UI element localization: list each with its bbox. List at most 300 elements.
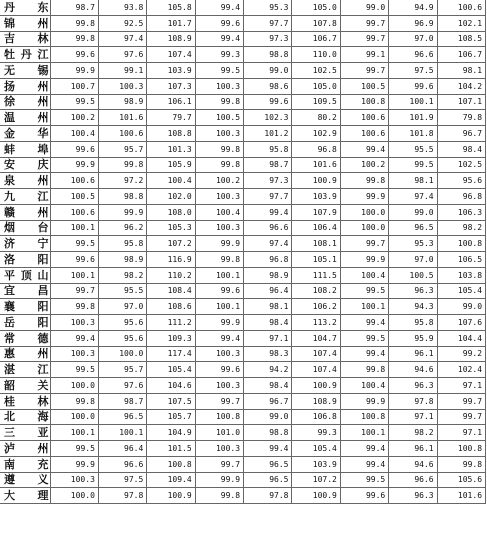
- index-value-cell: 96.4: [98, 441, 146, 457]
- index-value-cell: 96.3: [389, 283, 437, 299]
- table-row: [0, 47, 486, 63]
- city-name-cell: [0, 189, 50, 205]
- index-value-cell: 96.8: [244, 252, 292, 268]
- city-name: 无 锡: [4, 63, 49, 77]
- index-value-cell: 97.1: [437, 425, 485, 441]
- city-name-cell: [0, 47, 50, 63]
- city-name: 襄 阳: [4, 300, 49, 314]
- city-name: 南 充: [4, 457, 49, 471]
- index-value-cell: 96.8: [437, 189, 485, 205]
- index-value-cell: 94.6: [389, 456, 437, 472]
- index-value-cell: 113.2: [292, 315, 340, 331]
- index-value-cell: 100.5: [340, 78, 388, 94]
- index-value-cell: 100.6: [50, 204, 98, 220]
- table-row: [0, 173, 486, 189]
- index-value-cell: 99.8: [340, 173, 388, 189]
- index-value-cell: 101.7: [147, 15, 195, 31]
- city-name: 桂 林: [4, 394, 49, 408]
- city-name-cell: [0, 220, 50, 236]
- index-value-cell: 99.9: [340, 393, 388, 409]
- index-value-cell: 100.0: [50, 378, 98, 394]
- city-name: 锦 州: [4, 16, 49, 30]
- index-value-cell: 97.7: [244, 189, 292, 205]
- index-value-cell: 105.1: [292, 252, 340, 268]
- city-name-cell: [0, 94, 50, 110]
- index-value-cell: 100.1: [195, 299, 243, 315]
- index-value-cell: 101.8: [389, 126, 437, 142]
- index-value-cell: 100.1: [50, 267, 98, 283]
- index-value-cell: 103.9: [147, 63, 195, 79]
- index-value-cell: 101.2: [244, 126, 292, 142]
- table-row: [0, 15, 486, 31]
- index-value-cell: 100.3: [50, 472, 98, 488]
- index-value-cell: 100.5: [195, 110, 243, 126]
- city-name-cell: [0, 0, 50, 15]
- index-value-cell: 79.7: [147, 110, 195, 126]
- index-value-cell: 100.4: [195, 204, 243, 220]
- city-name-cell: [0, 472, 50, 488]
- city-name: 扬 州: [4, 79, 49, 93]
- table-row: [0, 393, 486, 409]
- index-value-cell: 100.3: [98, 78, 146, 94]
- index-value-cell: 98.8: [244, 47, 292, 63]
- index-value-cell: 97.8: [244, 488, 292, 504]
- table-row: [0, 441, 486, 457]
- index-value-cell: 101.5: [147, 441, 195, 457]
- city-name: 温 州: [4, 111, 49, 125]
- city-name: 泉 州: [4, 174, 49, 188]
- city-name: 三 亚: [4, 426, 49, 440]
- index-value-cell: 95.7: [98, 141, 146, 157]
- index-value-cell: 101.9: [389, 110, 437, 126]
- city-name: 蚌 埠: [4, 142, 49, 156]
- index-value-cell: 99.8: [50, 15, 98, 31]
- index-value-cell: 95.5: [98, 283, 146, 299]
- city-name-cell: [0, 362, 50, 378]
- index-value-cell: 111.2: [147, 315, 195, 331]
- table-row: [0, 456, 486, 472]
- city-name-cell: [0, 456, 50, 472]
- index-value-cell: 102.4: [437, 362, 485, 378]
- index-value-cell: 106.5: [437, 252, 485, 268]
- index-value-cell: 107.9: [292, 204, 340, 220]
- table-row: [0, 425, 486, 441]
- city-name: 惠 州: [4, 347, 49, 361]
- index-value-cell: 105.4: [147, 362, 195, 378]
- index-value-cell: 100.8: [437, 441, 485, 457]
- index-value-cell: 107.4: [147, 47, 195, 63]
- index-value-cell: 108.5: [437, 31, 485, 47]
- index-value-cell: 97.5: [389, 63, 437, 79]
- city-name: 平 顶 山: [4, 268, 49, 282]
- index-value-cell: 98.3: [244, 346, 292, 362]
- index-value-cell: 108.4: [147, 283, 195, 299]
- index-value-cell: 106.4: [292, 220, 340, 236]
- city-name: 丹 东: [4, 0, 49, 14]
- city-name: 安 庆: [4, 158, 49, 172]
- index-value-cell: 99.4: [340, 441, 388, 457]
- index-value-cell: 97.1: [244, 330, 292, 346]
- index-value-cell: 100.3: [195, 378, 243, 394]
- index-value-cell: 99.8: [50, 393, 98, 409]
- index-value-cell: 99.7: [195, 393, 243, 409]
- index-value-cell: 101.6: [98, 110, 146, 126]
- index-value-cell: 107.2: [292, 472, 340, 488]
- index-value-cell: 103.9: [292, 456, 340, 472]
- index-value-cell: 108.9: [292, 393, 340, 409]
- index-value-cell: 95.6: [98, 330, 146, 346]
- table-row: [0, 488, 486, 504]
- index-value-cell: 100.0: [340, 220, 388, 236]
- index-value-cell: 110.0: [292, 47, 340, 63]
- index-value-cell: 95.7: [98, 362, 146, 378]
- index-value-cell: 99.8: [195, 488, 243, 504]
- index-value-cell: 100.3: [195, 126, 243, 142]
- index-value-cell: 104.2: [437, 78, 485, 94]
- index-value-cell: 100.1: [98, 425, 146, 441]
- city-name-cell: [0, 204, 50, 220]
- index-value-cell: 99.0: [437, 299, 485, 315]
- index-value-cell: 96.1: [389, 441, 437, 457]
- index-value-cell: 99.3: [292, 425, 340, 441]
- index-value-cell: 99.6: [195, 15, 243, 31]
- index-value-cell: 97.4: [98, 31, 146, 47]
- index-value-cell: 100.8: [195, 409, 243, 425]
- index-value-cell: 99.5: [340, 330, 388, 346]
- index-value-cell: 80.2: [292, 110, 340, 126]
- index-value-cell: 99.8: [50, 31, 98, 47]
- index-value-cell: 98.9: [98, 94, 146, 110]
- index-value-cell: 99.4: [50, 330, 98, 346]
- index-value-cell: 100.6: [50, 173, 98, 189]
- index-value-cell: 100.5: [389, 267, 437, 283]
- index-value-cell: 97.5: [98, 472, 146, 488]
- index-value-cell: 94.6: [389, 362, 437, 378]
- index-value-cell: 108.8: [147, 126, 195, 142]
- index-value-cell: 99.9: [195, 472, 243, 488]
- index-value-cell: 99.8: [195, 157, 243, 173]
- index-value-cell: 99.1: [340, 47, 388, 63]
- index-value-cell: 104.9: [147, 425, 195, 441]
- index-value-cell: 98.6: [244, 78, 292, 94]
- index-value-cell: 100.2: [340, 157, 388, 173]
- index-value-cell: 105.9: [147, 157, 195, 173]
- index-value-cell: 100.3: [50, 315, 98, 331]
- index-value-cell: 102.0: [147, 189, 195, 205]
- city-name-cell: [0, 330, 50, 346]
- index-value-cell: 97.1: [437, 378, 485, 394]
- index-value-cell: 108.6: [147, 299, 195, 315]
- index-value-cell: 100.1: [340, 299, 388, 315]
- table-row: [0, 126, 486, 142]
- index-value-cell: 99.4: [340, 346, 388, 362]
- city-name-cell: [0, 141, 50, 157]
- index-value-cell: 111.5: [292, 267, 340, 283]
- index-value-cell: 104.6: [147, 378, 195, 394]
- index-value-cell: 100.6: [340, 126, 388, 142]
- index-value-cell: 107.3: [147, 78, 195, 94]
- city-name-cell: [0, 63, 50, 79]
- index-value-cell: 99.6: [244, 94, 292, 110]
- index-value-cell: 97.3: [244, 31, 292, 47]
- table-row: [0, 299, 486, 315]
- index-value-cell: 99.4: [244, 204, 292, 220]
- index-value-cell: 99.9: [340, 252, 388, 268]
- index-value-cell: 95.8: [98, 236, 146, 252]
- city-name: 大 理: [4, 489, 49, 503]
- city-name-cell: [0, 31, 50, 47]
- index-value-cell: 99.7: [340, 31, 388, 47]
- index-value-cell: 99.8: [195, 252, 243, 268]
- index-value-cell: 103.8: [437, 267, 485, 283]
- index-value-cell: 100.0: [98, 346, 146, 362]
- city-name: 吉 林: [4, 32, 49, 46]
- table-row: [0, 236, 486, 252]
- index-value-cell: 95.3: [389, 236, 437, 252]
- city-name: 九 江: [4, 189, 49, 203]
- index-value-cell: 105.7: [147, 409, 195, 425]
- index-value-cell: 100.1: [195, 267, 243, 283]
- index-value-cell: 96.7: [244, 393, 292, 409]
- index-value-cell: 106.1: [147, 94, 195, 110]
- index-value-cell: 96.4: [244, 283, 292, 299]
- index-value-cell: 99.0: [244, 63, 292, 79]
- index-value-cell: 103.9: [292, 189, 340, 205]
- index-value-cell: 99.6: [195, 283, 243, 299]
- index-value-cell: 105.4: [437, 283, 485, 299]
- index-value-cell: 98.2: [437, 220, 485, 236]
- index-value-cell: 97.0: [389, 252, 437, 268]
- index-value-cell: 96.5: [244, 456, 292, 472]
- index-value-cell: 98.4: [244, 378, 292, 394]
- city-name: 徐 州: [4, 95, 49, 109]
- table-row: [0, 204, 486, 220]
- city-name-cell: [0, 15, 50, 31]
- table-row: [0, 472, 486, 488]
- index-value-cell: 96.3: [389, 378, 437, 394]
- index-value-cell: 99.2: [437, 346, 485, 362]
- index-value-cell: 100.5: [50, 189, 98, 205]
- index-value-cell: 116.9: [147, 252, 195, 268]
- index-value-cell: 117.4: [147, 346, 195, 362]
- index-value-cell: 100.9: [292, 378, 340, 394]
- index-value-cell: 107.2: [147, 236, 195, 252]
- index-value-cell: 99.5: [50, 236, 98, 252]
- index-value-cell: 99.9: [195, 236, 243, 252]
- index-value-cell: 96.6: [389, 472, 437, 488]
- city-name-cell: [0, 378, 50, 394]
- index-value-cell: 107.8: [292, 15, 340, 31]
- index-value-cell: 99.5: [50, 362, 98, 378]
- index-value-cell: 99.4: [340, 141, 388, 157]
- index-value-cell: 100.9: [292, 173, 340, 189]
- index-value-cell: 100.9: [292, 488, 340, 504]
- index-value-cell: 99.5: [340, 472, 388, 488]
- index-value-cell: 100.3: [195, 220, 243, 236]
- index-value-cell: 109.3: [147, 330, 195, 346]
- table-row: [0, 362, 486, 378]
- index-value-cell: 105.6: [437, 472, 485, 488]
- index-value-cell: 99.4: [195, 0, 243, 15]
- index-value-cell: 100.4: [340, 378, 388, 394]
- index-value-cell: 99.6: [50, 47, 98, 63]
- index-value-cell: 106.3: [437, 204, 485, 220]
- table-row: [0, 283, 486, 299]
- index-value-cell: 100.8: [147, 456, 195, 472]
- index-value-cell: 98.4: [244, 315, 292, 331]
- index-value-cell: 98.4: [437, 141, 485, 157]
- index-value-cell: 95.8: [244, 141, 292, 157]
- index-value-cell: 102.3: [244, 110, 292, 126]
- index-value-cell: 94.9: [389, 0, 437, 15]
- index-value-cell: 99.4: [340, 315, 388, 331]
- index-value-cell: 99.9: [50, 456, 98, 472]
- index-value-cell: 106.8: [292, 409, 340, 425]
- index-value-cell: 98.7: [98, 393, 146, 409]
- index-value-cell: 99.0: [389, 204, 437, 220]
- index-value-cell: 99.8: [98, 157, 146, 173]
- index-value-cell: 99.8: [437, 456, 485, 472]
- city-name-cell: [0, 315, 50, 331]
- table-row: [0, 157, 486, 173]
- index-value-cell: 98.1: [389, 173, 437, 189]
- index-value-cell: 105.4: [292, 441, 340, 457]
- index-value-cell: 100.3: [50, 346, 98, 362]
- index-value-cell: 99.9: [98, 204, 146, 220]
- index-value-cell: 98.2: [98, 267, 146, 283]
- table-row: [0, 63, 486, 79]
- index-value-cell: 100.1: [50, 220, 98, 236]
- table-row: [0, 78, 486, 94]
- index-value-cell: 99.7: [340, 63, 388, 79]
- index-value-cell: 102.5: [437, 157, 485, 173]
- index-value-cell: 107.4: [292, 346, 340, 362]
- city-name: 北 海: [4, 410, 49, 424]
- index-value-cell: 100.8: [437, 236, 485, 252]
- city-name: 岳 阳: [4, 315, 49, 329]
- index-value-cell: 99.9: [340, 189, 388, 205]
- index-value-cell: 108.9: [147, 31, 195, 47]
- table-row: [0, 110, 486, 126]
- table-row: [0, 220, 486, 236]
- index-value-cell: 97.7: [244, 15, 292, 31]
- index-value-cell: 96.6: [98, 456, 146, 472]
- index-value-cell: 100.4: [147, 173, 195, 189]
- index-value-cell: 96.7: [437, 126, 485, 142]
- index-value-cell: 94.3: [389, 299, 437, 315]
- city-name: 泸 州: [4, 441, 49, 455]
- index-value-cell: 99.6: [389, 78, 437, 94]
- index-value-cell: 99.1: [98, 63, 146, 79]
- index-value-cell: 97.3: [244, 173, 292, 189]
- city-name: 宜 昌: [4, 284, 49, 298]
- index-value-cell: 99.8: [195, 141, 243, 157]
- index-value-cell: 98.7: [244, 157, 292, 173]
- index-value-cell: 101.6: [292, 157, 340, 173]
- index-value-cell: 99.7: [437, 393, 485, 409]
- city-name-cell: [0, 110, 50, 126]
- index-value-cell: 106.2: [292, 299, 340, 315]
- index-value-cell: 95.6: [98, 315, 146, 331]
- index-value-cell: 96.5: [98, 409, 146, 425]
- index-value-cell: 97.0: [98, 299, 146, 315]
- index-value-cell: 97.6: [98, 378, 146, 394]
- index-value-cell: 99.6: [50, 141, 98, 157]
- index-value-cell: 100.3: [195, 441, 243, 457]
- city-name-cell: [0, 393, 50, 409]
- city-name-cell: [0, 409, 50, 425]
- index-value-cell: 99.5: [195, 63, 243, 79]
- index-value-cell: 100.3: [195, 346, 243, 362]
- index-value-cell: 100.6: [437, 0, 485, 15]
- index-value-cell: 98.1: [437, 63, 485, 79]
- index-value-cell: 96.3: [389, 488, 437, 504]
- index-value-cell: 95.5: [389, 141, 437, 157]
- index-value-cell: 107.5: [147, 393, 195, 409]
- index-value-cell: 98.2: [389, 425, 437, 441]
- index-value-cell: 108.1: [292, 236, 340, 252]
- index-value-cell: 100.8: [340, 94, 388, 110]
- city-name-cell: [0, 425, 50, 441]
- city-name: 济 宁: [4, 237, 49, 251]
- index-value-cell: 101.6: [437, 488, 485, 504]
- index-value-cell: 99.5: [50, 94, 98, 110]
- index-value-cell: 99.4: [195, 31, 243, 47]
- table-row: [0, 94, 486, 110]
- table-row: [0, 346, 486, 362]
- index-value-cell: 100.4: [50, 126, 98, 142]
- index-value-cell: 99.8: [340, 362, 388, 378]
- index-value-cell: 94.2: [244, 362, 292, 378]
- index-value-cell: 107.6: [437, 315, 485, 331]
- table-row: [0, 315, 486, 331]
- index-value-cell: 107.4: [292, 362, 340, 378]
- table-row: [0, 252, 486, 268]
- index-value-cell: 109.4: [147, 472, 195, 488]
- index-value-cell: 105.8: [147, 0, 195, 15]
- index-value-cell: 100.1: [50, 425, 98, 441]
- index-value-cell: 99.9: [50, 63, 98, 79]
- index-value-cell: 100.4: [340, 267, 388, 283]
- index-value-cell: 96.2: [98, 220, 146, 236]
- index-value-cell: 99.8: [50, 299, 98, 315]
- city-name-cell: [0, 252, 50, 268]
- index-value-cell: 99.6: [50, 252, 98, 268]
- city-name: 遵 义: [4, 473, 49, 487]
- index-value-cell: 105.0: [292, 78, 340, 94]
- index-value-cell: 109.5: [292, 94, 340, 110]
- table-row: [0, 330, 486, 346]
- index-value-cell: 98.7: [50, 0, 98, 15]
- index-value-cell: 99.7: [340, 15, 388, 31]
- index-value-cell: 97.1: [389, 409, 437, 425]
- city-name: 洛 阳: [4, 252, 49, 266]
- index-value-cell: 104.7: [292, 330, 340, 346]
- index-value-cell: 99.3: [195, 47, 243, 63]
- table-row: [0, 409, 486, 425]
- index-value-cell: 99.9: [50, 157, 98, 173]
- index-value-cell: 99.4: [244, 441, 292, 457]
- index-value-cell: 99.9: [195, 315, 243, 331]
- index-value-cell: 100.0: [50, 488, 98, 504]
- table-row: [0, 378, 486, 394]
- index-value-cell: 100.1: [389, 94, 437, 110]
- index-value-cell: 98.9: [244, 267, 292, 283]
- index-value-cell: 95.9: [389, 330, 437, 346]
- index-value-cell: 105.0: [292, 0, 340, 15]
- city-name: 常 德: [4, 331, 49, 345]
- index-value-cell: 99.7: [195, 456, 243, 472]
